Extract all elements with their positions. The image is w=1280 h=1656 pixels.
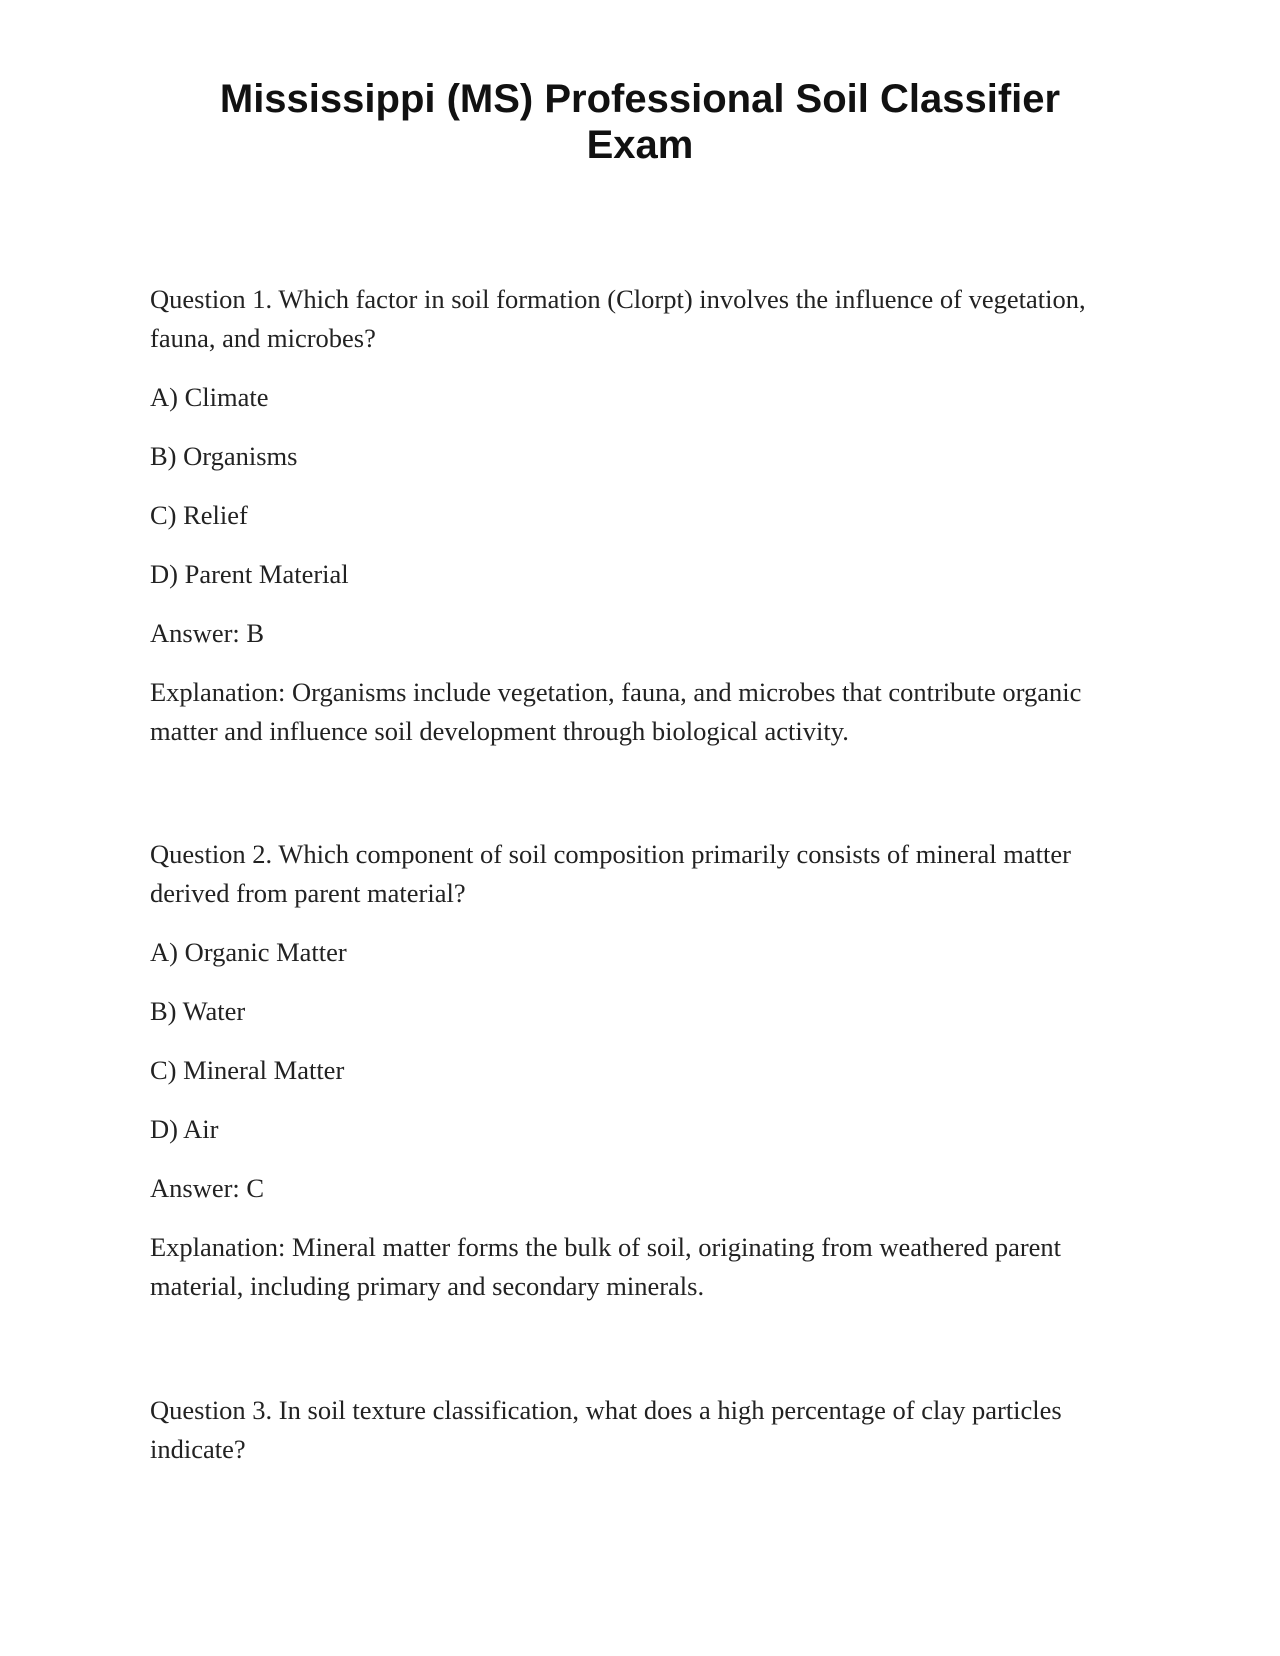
option-a: A) Climate bbox=[150, 382, 269, 412]
question-stem: Question 1. Which factor in soil formation (Clorpt) involves the influence of vegetation, fauna, and microbes? bbox=[150, 284, 1086, 353]
option-d: D) Parent Material bbox=[150, 559, 349, 589]
question-block-2 bbox=[150, 835, 1100, 1306]
answer: Answer: C bbox=[150, 1173, 265, 1203]
page-title bbox=[140, 76, 1140, 168]
option-d: D) Air bbox=[150, 1114, 219, 1144]
option-b: B) Organisms bbox=[150, 441, 298, 471]
option-c: C) Mineral Matter bbox=[150, 1055, 345, 1085]
option-a: A) Organic Matter bbox=[150, 937, 347, 967]
option-b: B) Water bbox=[150, 996, 246, 1026]
page-title-line-2: Exam bbox=[586, 123, 694, 167]
answer: Answer: B bbox=[150, 618, 265, 648]
explanation: Explanation: Organisms include vegetation, fauna, and microbes that contribute organic matter and influence soil development through biological activity. bbox=[150, 677, 1082, 746]
question-block-1 bbox=[150, 280, 1100, 751]
question-stem: Question 3. In soil texture classification, what does a high percentage of clay particles indicate? bbox=[150, 1395, 1062, 1464]
explanation: Explanation: Mineral matter forms the bulk of soil, originating from weathered parent material, including primary and secondary minerals. bbox=[150, 1232, 1062, 1301]
question-stem: Question 2. Which component of soil composition primarily consists of mineral matter derived from parent material? bbox=[150, 839, 1071, 908]
question-block-3 bbox=[150, 1391, 1100, 1489]
option-c: C) Relief bbox=[150, 500, 248, 530]
page-title-line-1: Mississippi (MS) Professional Soil Classifier bbox=[219, 77, 1061, 121]
